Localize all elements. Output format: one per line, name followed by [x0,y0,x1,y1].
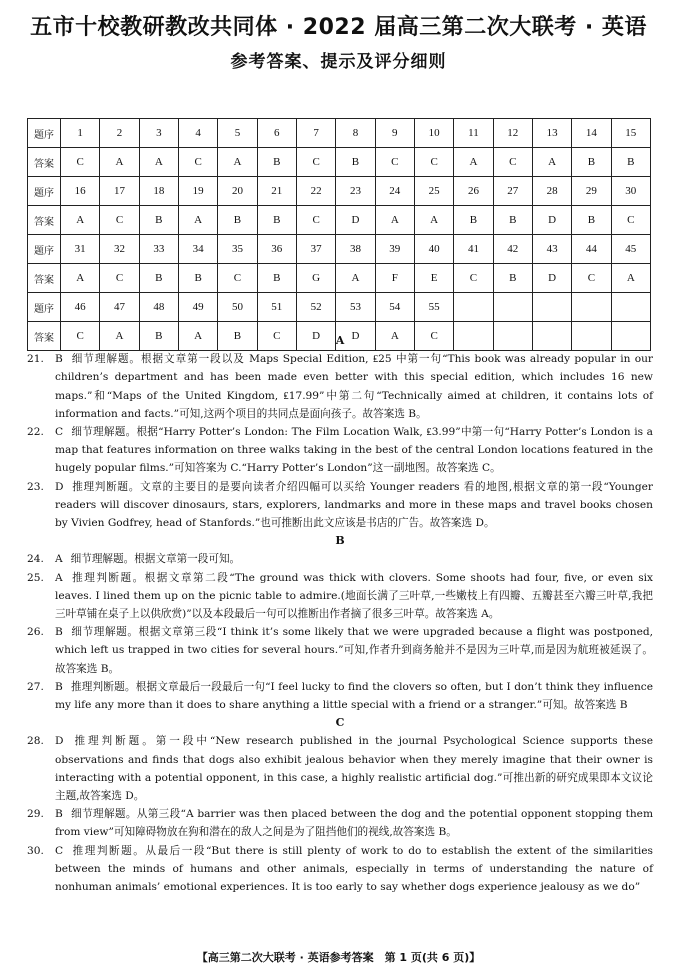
answer-cell: A [414,206,453,235]
item-body [55,678,653,714]
item-answer: B [55,626,63,639]
answer-label-cell: 答案 [28,206,61,235]
item-text: 推理判断题。文章的主要目的是要向读者介绍四幅可以买给 Younger readers 看的地图,根据文章的第一段“Younger readers will discover dinosaurs, stars, explorers, landmarks and more in these maps and travel books chosen by Vivien Godfrey, head of Stanfords.”也可推断出此文应该是书店的广告。故答案选 D。 [55,480,653,530]
answer-cell: C [296,206,335,235]
item-body [55,805,653,841]
question-number-cell: 22 [296,177,335,206]
answer-cell: B [257,264,296,293]
item-answer: B [55,680,63,693]
question-number-cell: 5 [218,119,257,148]
answer-cell: C [178,148,217,177]
answer-cell: A [61,264,100,293]
answer-cell: C [296,148,335,177]
item-text: 细节理解题。根据“Harry Potter’s London: The Film Location Walk, ₤3.99”中第一句“Harry Potter’s London is a map that features information on three walks taking in the best of the central London locations featured in the hugely popular films.”可知答案为 C.“Harry Potter’s London”这一副地图。故答案选 C。 [55,426,653,475]
section-heading: B [335,534,345,548]
item-number: 27. [27,680,44,693]
answer-label-cell: 答案 [28,322,61,351]
answer-cell: C [493,148,532,177]
answer-cell: A [336,264,375,293]
item-number: 22. [27,426,44,439]
answer-cell: C [414,148,453,177]
question-number-cell: 31 [61,235,100,264]
item-body [55,478,653,533]
question-number-cell: 6 [257,119,296,148]
question-number-cell: 16 [61,177,100,206]
question-number-row [28,119,651,148]
item-number: 28. [27,735,44,748]
question-number-cell: 52 [296,293,335,322]
item-answer: C [55,426,64,439]
question-number-cell: 48 [139,293,178,322]
question-number-cell: 24 [375,177,414,206]
explanation-item [27,423,653,478]
explanation-item [27,550,653,568]
answer-label-cell: 答案 [28,264,61,293]
explanation-item [27,732,653,805]
answer-cell: D [532,206,571,235]
question-number-cell: 25 [414,177,453,206]
question-number-cell: 18 [139,177,178,206]
question-number-cell: 1 [61,119,100,148]
answer-cell: B [139,206,178,235]
question-number-cell [532,293,571,322]
answer-cell: F [375,264,414,293]
page-subtitle: 参考答案、提示及评分细则 [230,52,447,72]
item-body [55,732,653,805]
question-number-cell: 7 [296,119,335,148]
question-number-cell: 3 [139,119,178,148]
question-number-cell [611,293,650,322]
question-number-cell: 13 [532,119,571,148]
answer-cell: B [493,264,532,293]
answer-cell: D [336,322,375,351]
answer-cell: A [218,148,257,177]
item-number: 29. [27,808,44,821]
item-body [55,623,653,678]
question-number-cell: 41 [454,235,493,264]
answer-cell: A [100,322,139,351]
item-body [55,423,653,478]
answer-cell: A [375,322,414,351]
question-number-cell: 11 [454,119,493,148]
answer-cell: B [218,206,257,235]
item-number: 23. [27,480,44,493]
answer-cell: B [572,206,611,235]
answer-cell: A [454,148,493,177]
item-answer: B [55,353,63,366]
answer-cell: A [611,264,650,293]
question-number-cell [454,293,493,322]
explanation-item [27,478,653,533]
question-number-cell: 33 [139,235,178,264]
explanation-item [27,350,653,423]
answer-cell: A [178,206,217,235]
page-footer: 【高三第二次大联考 · 英语参考答案 第 1 页(共 6 页)】 [196,951,481,964]
explanation-item [27,678,653,714]
answer-cell: C [100,264,139,293]
answer-cell: C [572,264,611,293]
question-number-row [28,177,651,206]
question-number-cell: 8 [336,119,375,148]
question-number-cell: 39 [375,235,414,264]
explanation-item [27,569,653,624]
item-answer: C [55,844,64,857]
item-body [55,569,653,624]
question-number-cell: 35 [218,235,257,264]
question-number-cell: 14 [572,119,611,148]
question-number-cell [493,293,532,322]
question-number-cell: 32 [100,235,139,264]
question-number-cell: 12 [493,119,532,148]
answer-cell: B [257,206,296,235]
question-number-cell: 20 [218,177,257,206]
item-number: 21. [27,353,44,366]
answer-cell: D [336,206,375,235]
item-text: 推理判断题。第一段中“New research published in the journal Psychological Science supports these observations and finds that dogs also exhibit jealous behavior when they merely imagine that their owner is interacting with a potential opponent, in this case, a highly realistic artificial dog.”可推出新的研究成果即本文议论主题,故答案选 D。 [55,735,653,803]
question-number-cell: 15 [611,119,650,148]
question-number-cell: 55 [414,293,453,322]
item-text: 细节理解题。根据文章第一段可知。 [70,553,241,566]
answer-cell: B [493,206,532,235]
answer-cell: D [296,322,335,351]
explanation-item [27,623,653,678]
question-number-cell: 29 [572,177,611,206]
item-body [55,550,653,568]
question-number-row [28,293,651,322]
answer-cell: C [61,322,100,351]
question-number-cell: 40 [414,235,453,264]
question-number-cell: 23 [336,177,375,206]
question-number-cell: 53 [336,293,375,322]
answer-cell: C [414,322,453,351]
question-number-cell: 45 [611,235,650,264]
question-number-cell: 49 [178,293,217,322]
answer-cell: B [454,206,493,235]
question-number-cell: 37 [296,235,335,264]
item-answer: A [55,553,63,566]
question-label-cell: 题序 [28,293,61,322]
item-answer: D [55,735,64,748]
item-text: 推理判断题。从最后一段“But there is still plenty of work to do to establish the extent of the similarities between the minds of humans and other animals, especially in terms of understanding the nature of nonhuman animals’ emotional experiences. It is too early to say whether dogs experience jealousy as we do” [55,844,653,894]
question-number-cell: 9 [375,119,414,148]
item-number: 26. [27,626,44,639]
question-number-cell: 43 [532,235,571,264]
section-heading: C [335,716,345,730]
answer-cell: B [257,148,296,177]
answer-cell: B [336,148,375,177]
item-answer: A [55,571,63,584]
question-number-cell [572,293,611,322]
question-number-cell: 10 [414,119,453,148]
question-number-cell: 46 [61,293,100,322]
question-number-cell: 26 [454,177,493,206]
question-number-cell: 21 [257,177,296,206]
answer-cell: A [61,206,100,235]
page-title: 五市十校教研教改共同体 · 2022 届高三第二次大联考 · 英语 [30,15,647,40]
answer-cell: B [218,322,257,351]
question-number-cell: 47 [100,293,139,322]
answer-cell: C [61,148,100,177]
item-text: 推理判断题。根据文章第二段“The ground was thick with clovers. Some shoots had four, five, or even six leaves. I lined them up on the picnic table to admire.(地面长满了三叶草,一些嫩枝上有四瓣、五瓣甚至六瓣三叶草,我把三叶草铺在桌子上以供欣赏)”以及本段最后一句可以推断出作者摘了很多三叶草。故答案选 A。 [55,571,653,621]
answer-label-cell: 答案 [28,148,61,177]
explanations [27,332,653,896]
item-answer: B [55,808,63,821]
question-number-row [28,235,651,264]
answer-cell: E [414,264,453,293]
answer-cell: B [139,264,178,293]
question-number-cell: 51 [257,293,296,322]
item-answer: D [55,480,64,493]
answer-cell: B [611,148,650,177]
question-number-cell: 34 [178,235,217,264]
item-number: 25. [27,571,44,584]
item-text: 细节理解题。根据文章第三段“I think it’s some likely that we were upgraded because a flight was postponed, which left us trapped in two cities for several hours.”可知,作者升到商务舱并不是因为三叶草,而是因为航班被延误了。故答案选 B。 [55,626,653,675]
question-label-cell: 题序 [28,119,61,148]
answer-cell: A [139,148,178,177]
answer-cell: C [218,264,257,293]
section-heading: A [335,334,345,347]
question-number-cell: 17 [100,177,139,206]
question-number-cell: 2 [100,119,139,148]
question-number-cell: 42 [493,235,532,264]
item-text: 细节理解题。根据文章第一段以及 Maps Special Edition, ₤25 中第一句“This book was already popular in our children’s department and has been made even better with this special edition, which includes 16 new maps.”和“Maps of the United Kingdom, ₤17.99”中第二句“Technically aimed at children, it contains lots of information and facts.”可知,这两个项目的共同点是面向孩子。故答案选 B。 [55,353,653,420]
question-number-cell: 28 [532,177,571,206]
question-number-cell: 50 [218,293,257,322]
answer-cell: A [100,148,139,177]
item-number: 30. [27,844,44,857]
question-label-cell: 题序 [28,177,61,206]
question-number-cell: 19 [178,177,217,206]
question-number-cell: 44 [572,235,611,264]
question-number-cell: 54 [375,293,414,322]
question-number-cell: 27 [493,177,532,206]
question-number-cell: 36 [257,235,296,264]
answer-row [28,148,651,177]
item-body [55,842,653,897]
answer-cell: A [532,148,571,177]
answer-row [28,264,651,293]
answer-cell: C [454,264,493,293]
answer-cell: A [375,206,414,235]
answer-cell: B [572,148,611,177]
answer-cell: A [178,322,217,351]
question-label-cell: 题序 [28,235,61,264]
question-number-cell: 38 [336,235,375,264]
answer-cell: D [532,264,571,293]
explanation-item [27,842,653,897]
answer-cell: C [611,206,650,235]
answer-cell: G [296,264,335,293]
item-number: 24. [27,553,44,566]
question-number-cell: 4 [178,119,217,148]
answer-cell: B [178,264,217,293]
item-text: 细节理解题。从第三段“A barrier was then placed between the dog and the potential opponent stopping them from view”可知障碍物放在狗和潜在的敌人之间是为了阻挡他们的视线,故答案选 B。 [55,808,653,839]
answer-cell: C [375,148,414,177]
answer-cell: B [139,322,178,351]
answer-table [27,118,651,351]
explanation-item [27,805,653,841]
question-number-cell: 30 [611,177,650,206]
answer-row [28,206,651,235]
answer-cell: C [257,322,296,351]
answer-cell: C [100,206,139,235]
item-text: 推理判断题。根据文章最后一段最后一句“I feel lucky to find the clovers so often, but I don’t think they influence my life any more than it does to share anything a little special with a friend or a stranger.”可知。故答案选 B [55,680,653,712]
item-body [55,350,653,423]
